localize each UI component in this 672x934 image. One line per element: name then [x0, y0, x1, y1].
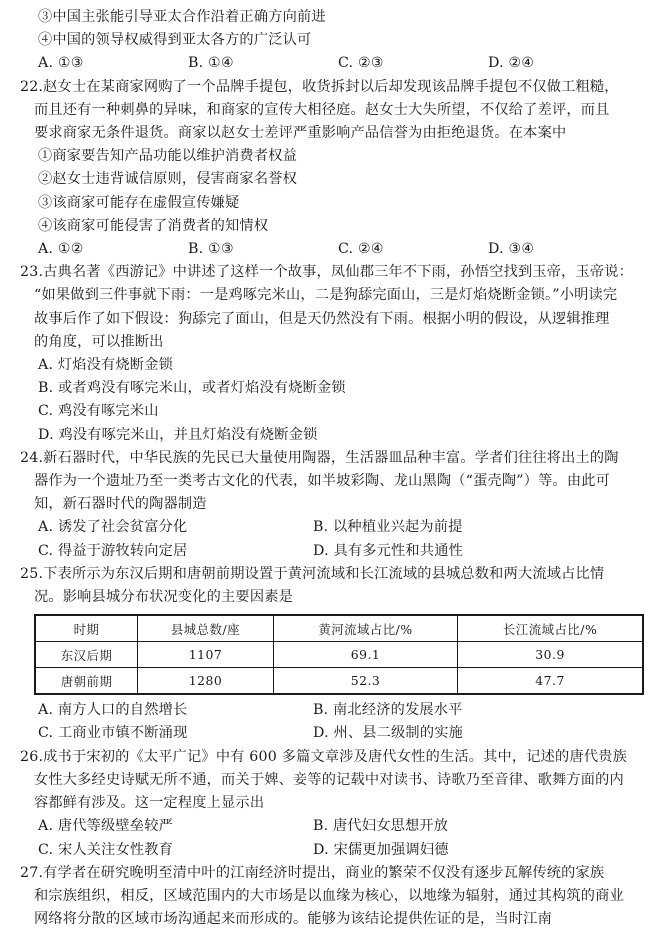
q25-option-c[interactable]: C. 工商业市镇不断涌现	[38, 725, 188, 742]
county-data-table	[34, 614, 644, 695]
table-cell: 1107	[138, 642, 274, 668]
q23-stem-line: “如果做到三件事就下雨：一是鸡啄完米山，二是狗舔完面山，三是灯焰烧断金锁。”小明读完	[34, 287, 618, 304]
q24-option-a[interactable]: A. 诱发了社会贫富分化	[38, 519, 188, 536]
q23-stem-line: 的角度，可以推断出	[34, 333, 164, 350]
q24-stem-line: 知，新石器时代的陶器制造	[34, 496, 207, 513]
q25-option-d[interactable]: D. 州、县二级制的实施	[313, 725, 463, 742]
q22-option-d[interactable]: D. ③④	[488, 241, 535, 258]
q21-options	[34, 52, 654, 75]
q26-option-d[interactable]: D. 宋儒更加强调妇德	[313, 841, 449, 858]
q24-options-row-1	[34, 516, 654, 539]
q22-option-b[interactable]: B. ①③	[188, 241, 234, 258]
q24-option-b[interactable]: B. 以种植业兴起为前提	[313, 519, 463, 536]
q24-option-c[interactable]: C. 得益于游牧转向定居	[38, 542, 188, 559]
question-27	[20, 862, 654, 932]
q24-options-row-2	[34, 540, 654, 563]
q26-option-b[interactable]: B. 唐代妇女思想开放	[313, 818, 449, 835]
q26-stem-line: 容都鲜有涉及。这一定程度上显示出	[34, 795, 265, 812]
table-header-cell: 黄河流域占比/%	[273, 615, 457, 642]
q23-option-b[interactable]: B. 或者鸡没有啄完米山，或者灯焰没有烧断金锁	[38, 380, 346, 397]
q22-statement-3: ③该商家可能存在虚假宣传嫌疑	[38, 194, 240, 211]
q25-options-row-1	[34, 699, 654, 722]
table-cell: 东汉后期	[35, 642, 138, 668]
q22-stem-line: 而且还有一种刺鼻的异味，和商家的宣传大相径庭。赵女士大失所望，不仅给了差评，而且	[34, 101, 610, 118]
table-cell: 52.3	[273, 668, 457, 695]
q25-stem-line: 25.下表所示为东汉后期和唐朝前期设置于黄河流域和长江流域的县城总数和两大流域占比情	[20, 565, 605, 582]
table-cell: 1280	[138, 668, 274, 695]
q22-stem-line: 22.赵女士在某商家网购了一个品牌手提包，收货拆封以后却发现该品牌手提包不仅做工粗糙，	[20, 78, 619, 95]
q23-option-a[interactable]: A. 灯焰没有烧断金锁	[38, 357, 173, 374]
table-cell: 47.7	[458, 668, 643, 695]
q26-options-row-2	[34, 839, 654, 862]
q26-options-row-1	[34, 815, 654, 838]
q21-option-b[interactable]: B. ①④	[188, 55, 234, 72]
q27-stem-line: 网络将分散的区域市场沟通起来而形成的。能够为该结论提供佐证的是，当时江南	[34, 911, 552, 928]
q22-option-c[interactable]: C. ②④	[338, 241, 384, 258]
q26-stem-line: 26.成书于宋初的《太平广记》中有 600 多篇文章涉及唐代女性的生活。其中，记述的唐代贵族	[20, 748, 627, 765]
table-header-cell: 长江流域占比/%	[458, 615, 643, 642]
q22-statement-1: ①商家要告知产品功能以维护消费者权益	[38, 148, 297, 165]
q27-stem-line: 27.有学者在研究晚明至清中叶的江南经济时提出，商业的繁荣不仅没有逐步瓦解传统的家族	[20, 864, 605, 881]
question-22	[20, 76, 654, 262]
q21-option-d[interactable]: D. ②④	[488, 55, 535, 72]
question-23	[20, 261, 654, 447]
q22-statement-4: ④该商家可能侵害了消费者的知情权	[38, 217, 269, 234]
table-cell: 30.9	[458, 642, 643, 668]
q21-statement-4: ④中国的领导权威得到亚太各方的广泛认可	[38, 32, 312, 49]
table-cell: 69.1	[273, 642, 457, 668]
q27-stem-line: 和宗族组织，相反，区域范围内的大市场是以血缘为核心，以地缘为辐射，通过其构筑的商业	[34, 887, 624, 904]
q24-stem-line: 器作为一个遗址乃至一类考古文化的代表，如半坡彩陶、龙山黑陶（“蛋壳陶”）等。由此可	[34, 473, 611, 490]
q22-statement-2: ②赵女士违背诚信原则，侵害商家名誉权	[38, 171, 297, 188]
q21-option-a[interactable]: A. ①③	[38, 55, 84, 72]
q25-option-b[interactable]: B. 南北经济的发展水平	[313, 702, 463, 719]
table-row	[35, 668, 643, 695]
q21-option-c[interactable]: C. ②③	[338, 55, 384, 72]
table-row	[35, 642, 643, 668]
question-25	[20, 563, 654, 746]
q25-stem-line: 况。影响县城分布状况变化的主要因素是	[34, 589, 293, 606]
q26-stem-line: 女性大多经史诗赋无所不通，而关于婢、妾等的记载中对读书、诗歌乃至音律、歌舞方面的内	[34, 771, 624, 788]
q23-option-d[interactable]: D. 鸡没有啄完米山，并且灯焰没有烧断金锁	[38, 426, 318, 443]
q25-option-a[interactable]: A. 南方人口的自然增长	[38, 702, 188, 719]
table-header-row	[35, 615, 643, 642]
q24-stem-line: 24.新石器时代，中华民族的先民已大量使用陶器，生活器皿品种丰富。学者们往往将出土的陶	[20, 449, 619, 466]
q22-option-a[interactable]: A. ①②	[38, 241, 84, 258]
q22-stem-line: 要求商家无条件退货。商家以赵女士差评严重影响产品信誉为由拒绝退货。在本案中	[34, 125, 567, 142]
q26-option-a[interactable]: A. 唐代等级壁垒较严	[38, 818, 173, 835]
q23-stem-line: 故事后作了如下假设：狗舔完了面山，但是天仍然没有下雨。根据小明的假设，从逻辑推理	[34, 310, 610, 327]
table-cell: 唐朝前期	[35, 668, 138, 695]
q23-stem-line: 23.古典名著《西游记》中讲述了这样一个故事，凤仙郡三年不下雨，孙悟空找到玉帝，玉帝说：	[20, 264, 634, 281]
q21-statement-3: ③中国主张能引导亚太合作沿着正确方向前进	[38, 9, 326, 25]
q23-option-c[interactable]: C. 鸡没有啄完米山	[38, 403, 159, 420]
table-header-cell: 县城总数/座	[138, 615, 274, 642]
question-26	[20, 746, 654, 862]
q22-options	[34, 238, 654, 261]
question-24	[20, 447, 654, 563]
table-header-cell: 时期	[35, 615, 138, 642]
q25-options-row-2	[34, 722, 654, 745]
q26-option-c[interactable]: C. 宋人关注女性教育	[38, 841, 174, 858]
q24-option-d[interactable]: D. 具有多元性和共通性	[313, 542, 463, 559]
